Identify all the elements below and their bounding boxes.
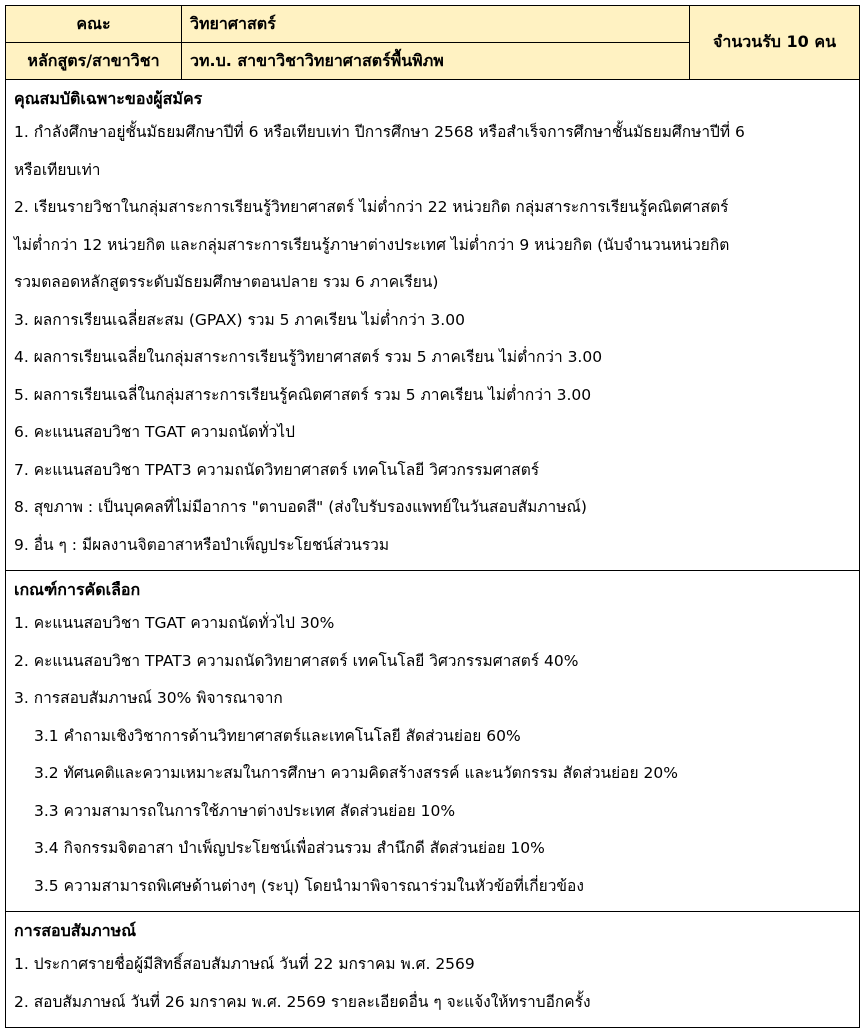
criteria-sub-line: 3.5 ความสามารถพิเศษด้านต่างๆ (ระบุ) โดยนำมาพิจารณาร่วมในหัวข้อที่เกี่ยวข้อง xyxy=(34,876,584,895)
criteria-sub-line: 3.2 ทัศนคติและความเหมาะสมในการศึกษา ความคิดสร้างสรรค์ และนวัตกรรม สัดส่วนย่อย 20% xyxy=(34,764,678,782)
header-grid xyxy=(6,6,859,80)
qualification-line: 8. สุขภาพ : เป็นบุคคลที่ไม่มีอาการ "ตาบอดสี" (ส่งใบรับรองแพทย์ในวันสอบสัมภาษณ์) xyxy=(14,498,587,516)
interview-section xyxy=(6,912,859,1027)
criteria-title: เกณฑ์การคัดเลือก xyxy=(14,580,141,599)
qualification-line: รวมตลอดหลักสูตรระดับมัธยมศึกษาตอนปลาย รวม 6 ภาคเรียน) xyxy=(14,273,439,291)
program-label: หลักสูตร/สาขาวิชา xyxy=(6,43,182,80)
criteria-sub-line: 3.1 คำถามเชิงวิชาการด้านวิทยาศาสตร์และเทคโนโลยี สัดส่วนย่อย 60% xyxy=(34,726,521,745)
faculty-value: วิทยาศาสตร์ xyxy=(182,6,690,43)
criteria-section xyxy=(6,571,859,912)
qualification-line: ไม่ต่ำกว่า 12 หน่วยกิต และกลุ่มสาระการเรียนรู้ภาษาต่างประเทศ ไม่ต่ำกว่า 9 หน่วยกิต (นับจำนวนหน่วยกิต xyxy=(14,235,730,254)
qualification-line: 9. อื่น ๆ : มีผลงานจิตอาสาหรือบำเพ็ญประโยชน์ส่วนรวม xyxy=(14,535,390,554)
qualifications-title: คุณสมบัติเฉพาะของผู้สมัคร xyxy=(14,89,203,108)
interview-title: การสอบสัมภาษณ์ xyxy=(14,921,137,940)
qualification-line: 7. คะแนนสอบวิชา TPAT3 ความถนัดวิทยาศาสตร์ เทคโนโลยี วิศวกรรมศาสตร์ xyxy=(14,460,540,479)
faculty-label: คณะ xyxy=(6,6,182,43)
criteria-line: 3. การสอบสัมภาษณ์ 30% พิจารณาจาก xyxy=(14,689,283,707)
program-value: วท.บ. สาขาวิชาวิทยาศาสตร์พื้นพิภพ xyxy=(182,43,690,80)
qualification-line: 3. ผลการเรียนเฉลี่ยสะสม (GPAX) รวม 5 ภาคเรียน ไม่ต่ำกว่า 3.00 xyxy=(14,310,465,329)
criteria-line: 2. คะแนนสอบวิชา TPAT3 ความถนัดวิทยาศาสตร์ เทคโนโลยี วิศวกรรมศาสตร์ 40% xyxy=(14,651,579,670)
quota-text: จำนวนรับ 10 คน xyxy=(690,6,859,80)
qualification-line: 2. เรียนรายวิชาในกลุ่มสาระการเรียนรู้วิทยาศาสตร์ ไม่ต่ำกว่า 22 หน่วยกิต กลุ่มสาระการเรียนรู้คณิตศาสตร์ xyxy=(14,198,729,216)
criteria-line: 1. คะแนนสอบวิชา TGAT ความถนัดทั่วไป 30% xyxy=(14,614,335,632)
qualifications-section xyxy=(6,80,859,571)
interview-line: 1. ประกาศรายชื่อผู้มีสิทธิ์สอบสัมภาษณ์ วันที่ 22 มกราคม พ.ศ. 2569 xyxy=(14,955,475,973)
criteria-sub-line: 3.4 กิจกรรมจิตอาสา บำเพ็ญประโยชน์เพื่อส่วนรวม สำนึกดี สัดส่วนย่อย 10% xyxy=(34,839,545,857)
qualification-line: 4. ผลการเรียนเฉลี่ยในกลุ่มสาระการเรียนรู้วิทยาศาสตร์ รวม 5 ภาคเรียน ไม่ต่ำกว่า 3.00 xyxy=(14,348,603,366)
qualification-line: 5. ผลการเรียนเฉลี่ในกลุ่มสาระการเรียนรู้คณิตศาสตร์ รวม 5 ภาคเรียน ไม่ต่ำกว่า 3.00 xyxy=(14,385,592,404)
qualification-line: 6. คะแนนสอบวิชา TGAT ความถนัดทั่วไป xyxy=(14,423,295,441)
qualification-line: 1. กำลังศึกษาอยู่ชั้นมัธยมศึกษาปีที่ 6 หรือเทียบเท่า ปีการศึกษา 2568 หรือสำเร็จการศึกษาชั้นมัธยมศึกษาปีที่ 6 xyxy=(14,123,745,141)
qualification-line: หรือเทียบเท่า xyxy=(14,160,101,179)
interview-line: 2. สอบสัมภาษณ์ วันที่ 26 มกราคม พ.ศ. 2569 รายละเอียดอื่น ๆ จะแจ้งให้ทราบอีกครั้ง xyxy=(14,992,591,1011)
criteria-sub-line: 3.3 ความสามารถในการใช้ภาษาต่างประเทศ สัดส่วนย่อย 10% xyxy=(34,801,456,820)
admission-table xyxy=(5,5,860,1028)
